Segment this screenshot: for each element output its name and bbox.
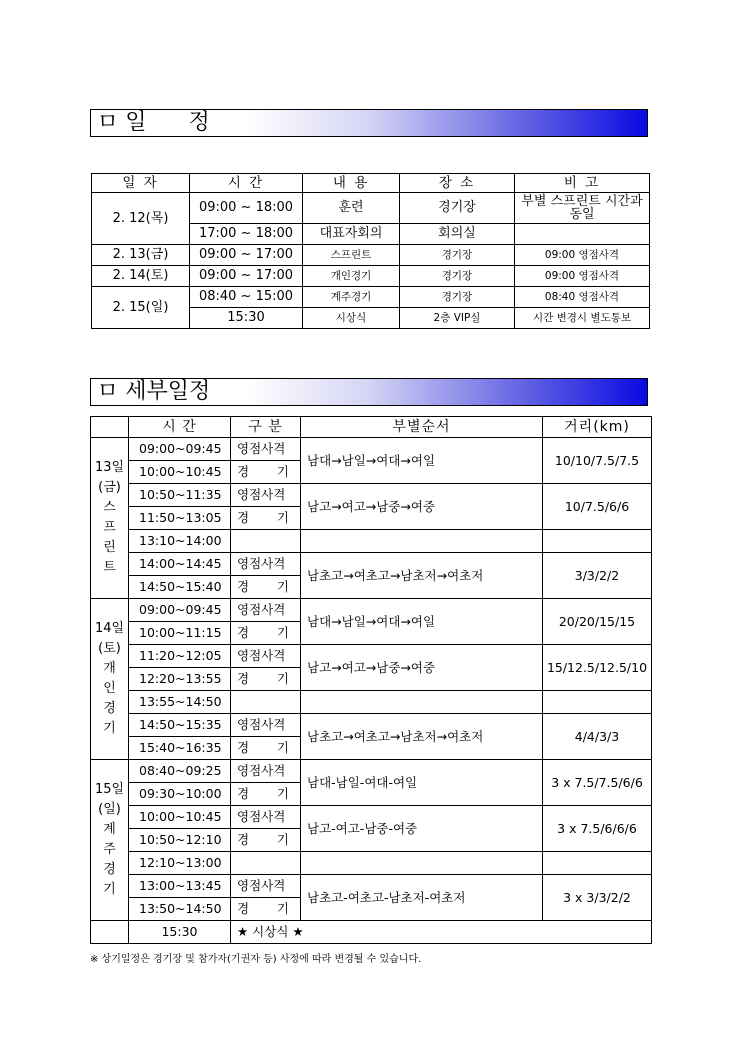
category-label: 경 기 [237, 464, 289, 479]
category-label: 영점사격 [237, 717, 286, 732]
footnote: ※ 상기일정은 경기장 및 참가자(기권자 등) 사정에 따라 변경될 수 있습니다. [90, 954, 422, 965]
table-row [91, 806, 652, 829]
order-cell [301, 852, 543, 875]
order-cell: 남대→남일→여대→여일 [301, 438, 543, 484]
category-label: 영점사격 [237, 602, 286, 617]
table-row [91, 645, 652, 668]
place-cell: 회의실 [400, 224, 515, 245]
category-label: 경 기 [237, 901, 289, 916]
table-row [91, 438, 652, 461]
category-label: 영점사격 [237, 441, 286, 456]
category-cell [231, 553, 301, 576]
order-cell [301, 530, 543, 553]
order-cell: 남고→여고→남중→여중 [301, 484, 543, 530]
distance-cell: 4/4/3/3 [543, 714, 652, 760]
category-label: 경 기 [237, 740, 289, 755]
section-title: ㅁ 세부일정 [97, 379, 211, 404]
order-cell: 남대-남일-여대-여일 [301, 760, 543, 806]
place-cell: 2층 VIP실 [400, 308, 515, 329]
category-cell [231, 829, 301, 852]
distance-cell: 20/20/15/15 [543, 599, 652, 645]
place-cell: 경기장 [400, 193, 515, 224]
time-cell: 13:10~14:00 [129, 530, 231, 553]
time-cell: 09:30~10:00 [129, 783, 231, 806]
day-label-line: 프 [103, 520, 116, 535]
day-label-line: 경 [103, 701, 116, 716]
time-cell: 12:10~13:00 [129, 852, 231, 875]
award-time: 15:30 [129, 921, 231, 944]
distance-cell: 3/3/2/2 [543, 553, 652, 599]
award-day-cell [91, 921, 129, 944]
category-cell [231, 875, 301, 898]
date-cell: 2. 15(일) [92, 287, 190, 329]
header-content: 내 용 [303, 174, 400, 193]
note-cell: 08:40 영점사격 [515, 287, 650, 308]
category-label: 영점사격 [237, 556, 286, 571]
day-label-line: 개 [103, 661, 116, 676]
distance-cell: 10/7.5/6/6 [543, 484, 652, 530]
time-cell: 13:55~14:50 [129, 691, 231, 714]
header-time: 시 간 [129, 417, 231, 438]
category-label: 영점사격 [237, 648, 286, 663]
table-row [91, 599, 652, 622]
distance-cell: 3 x 7.5/7.5/6/6 [543, 760, 652, 806]
time-cell: 10:00~10:45 [129, 461, 231, 484]
time-cell: 10:00~10:45 [129, 806, 231, 829]
schedule-header-row [92, 174, 650, 193]
detail-header-row [91, 417, 652, 438]
day-label-line: 주 [103, 842, 116, 857]
time-cell: 09:00~09:45 [129, 599, 231, 622]
day-label-line: 인 [103, 681, 116, 696]
table-row [91, 553, 652, 576]
category-cell [231, 783, 301, 806]
header-time: 시 간 [190, 174, 303, 193]
category-cell [231, 737, 301, 760]
table-row [91, 691, 652, 714]
table-row [92, 193, 650, 224]
distance-cell [543, 691, 652, 714]
time-cell: 10:00~11:15 [129, 622, 231, 645]
time-cell: 13:00~13:45 [129, 875, 231, 898]
order-cell: 남초고→여초고→남초저→여초저 [301, 714, 543, 760]
distance-cell: 3 x 3/3/2/2 [543, 875, 652, 921]
table-row [91, 852, 652, 875]
distance-cell: 3 x 7.5/6/6/6 [543, 806, 652, 852]
distance-cell [543, 852, 652, 875]
note-cell: 부별 스프린트 시간과 동일 [515, 193, 650, 224]
time-cell: 12:20~13:55 [129, 668, 231, 691]
order-cell [301, 691, 543, 714]
section-header-schedule [90, 109, 648, 137]
category-cell [231, 645, 301, 668]
time-cell: 14:50~15:35 [129, 714, 231, 737]
time-cell: 09:00 ~ 17:00 [190, 245, 303, 266]
time-cell: 11:50~13:05 [129, 507, 231, 530]
distance-cell: 15/12.5/12.5/10 [543, 645, 652, 691]
category-label: 영점사격 [237, 487, 286, 502]
day-label [91, 599, 129, 760]
time-cell: 09:00 ~ 17:00 [190, 266, 303, 287]
day-label-line: 14일 [94, 621, 125, 636]
day-label-line: 경 [103, 862, 116, 877]
category-label: 경 기 [237, 832, 289, 847]
table-row [91, 530, 652, 553]
date-cell: 2. 13(금) [92, 245, 190, 266]
place-cell: 경기장 [400, 245, 515, 266]
category-cell [231, 438, 301, 461]
table-row [91, 484, 652, 507]
content-cell: 계주경기 [303, 287, 400, 308]
content-cell: 훈련 [303, 193, 400, 224]
category-cell [231, 576, 301, 599]
category-cell [231, 691, 301, 714]
content-cell: 개인경기 [303, 266, 400, 287]
section-title: ㅁ 일 정 [97, 110, 210, 135]
day-label-line: 린 [103, 540, 116, 555]
note-cell: 09:00 영점사격 [515, 266, 650, 287]
time-cell: 10:50~12:10 [129, 829, 231, 852]
header-place: 장 소 [400, 174, 515, 193]
header-order: 부별순서 [301, 417, 543, 438]
time-cell: 15:40~16:35 [129, 737, 231, 760]
category-label: 경 기 [237, 786, 289, 801]
date-cell: 2. 12(목) [92, 193, 190, 245]
order-cell: 남초고-여초고-남초저-여초저 [301, 875, 543, 921]
day-label-line: 13일 [94, 460, 125, 475]
day-label-line: 스 [103, 500, 116, 515]
category-label: 영점사격 [237, 763, 286, 778]
time-cell: 17:00 ~ 18:00 [190, 224, 303, 245]
note-cell: 09:00 영점사격 [515, 245, 650, 266]
day-label-line: 15일 [94, 782, 125, 797]
day-label-line: 기 [103, 882, 116, 897]
detail-schedule-table [90, 416, 652, 944]
table-row [92, 287, 650, 308]
category-cell [231, 622, 301, 645]
time-cell: 08:40 ~ 15:00 [190, 287, 303, 308]
table-row [91, 875, 652, 898]
time-cell: 13:50~14:50 [129, 898, 231, 921]
table-row [92, 266, 650, 287]
category-cell [231, 806, 301, 829]
time-cell: 11:20~12:05 [129, 645, 231, 668]
header-day [91, 417, 129, 438]
category-label: 영점사격 [237, 809, 286, 824]
category-cell [231, 714, 301, 737]
time-cell: 09:00 ~ 18:00 [190, 193, 303, 224]
content-cell: 스프린트 [303, 245, 400, 266]
category-cell [231, 507, 301, 530]
award-row [91, 921, 652, 944]
category-label: 경 기 [237, 625, 289, 640]
time-cell: 08:40~09:25 [129, 760, 231, 783]
content-cell: 대표자회의 [303, 224, 400, 245]
time-cell: 10:50~11:35 [129, 484, 231, 507]
place-cell: 경기장 [400, 266, 515, 287]
day-label-line: 기 [103, 721, 116, 736]
distance-cell: 10/10/7.5/7.5 [543, 438, 652, 484]
category-label: 경 기 [237, 671, 289, 686]
time-cell: 09:00~09:45 [129, 438, 231, 461]
day-label-line: (토) [98, 641, 121, 656]
award-event: ★ 시상식 ★ [231, 921, 652, 944]
day-label [91, 760, 129, 921]
order-cell: 남고→여고→남중→여중 [301, 645, 543, 691]
category-label: 영점사격 [237, 878, 286, 893]
category-label: 경 기 [237, 579, 289, 594]
day-label-line: 계 [103, 822, 116, 837]
category-cell [231, 530, 301, 553]
date-cell: 2. 14(토) [92, 266, 190, 287]
content-cell: 시상식 [303, 308, 400, 329]
category-cell [231, 852, 301, 875]
header-category: 구 분 [231, 417, 301, 438]
category-cell [231, 484, 301, 507]
day-label [91, 438, 129, 599]
note-cell: 시간 변경시 별도통보 [515, 308, 650, 329]
time-cell: 14:50~15:40 [129, 576, 231, 599]
schedule-table [91, 173, 650, 329]
category-cell [231, 461, 301, 484]
place-cell: 경기장 [400, 287, 515, 308]
category-cell [231, 599, 301, 622]
order-cell: 남초고→여초고→남초저→여초저 [301, 553, 543, 599]
header-distance: 거리(km) [543, 417, 652, 438]
table-row [91, 760, 652, 783]
table-row [92, 245, 650, 266]
day-label-line: (일) [98, 802, 121, 817]
header-note: 비 고 [515, 174, 650, 193]
category-label: 경 기 [237, 510, 289, 525]
order-cell: 남고-여고-남중-여중 [301, 806, 543, 852]
day-label-line: (금) [98, 480, 121, 495]
order-cell: 남대→남일→여대→여일 [301, 599, 543, 645]
section-header-detail [90, 378, 648, 406]
category-cell [231, 668, 301, 691]
distance-cell [543, 530, 652, 553]
category-cell [231, 760, 301, 783]
table-row [91, 714, 652, 737]
category-cell [231, 898, 301, 921]
time-cell: 15:30 [190, 308, 303, 329]
header-date: 일 자 [92, 174, 190, 193]
note-cell [515, 224, 650, 245]
day-label-line: 트 [103, 560, 116, 575]
time-cell: 14:00~14:45 [129, 553, 231, 576]
